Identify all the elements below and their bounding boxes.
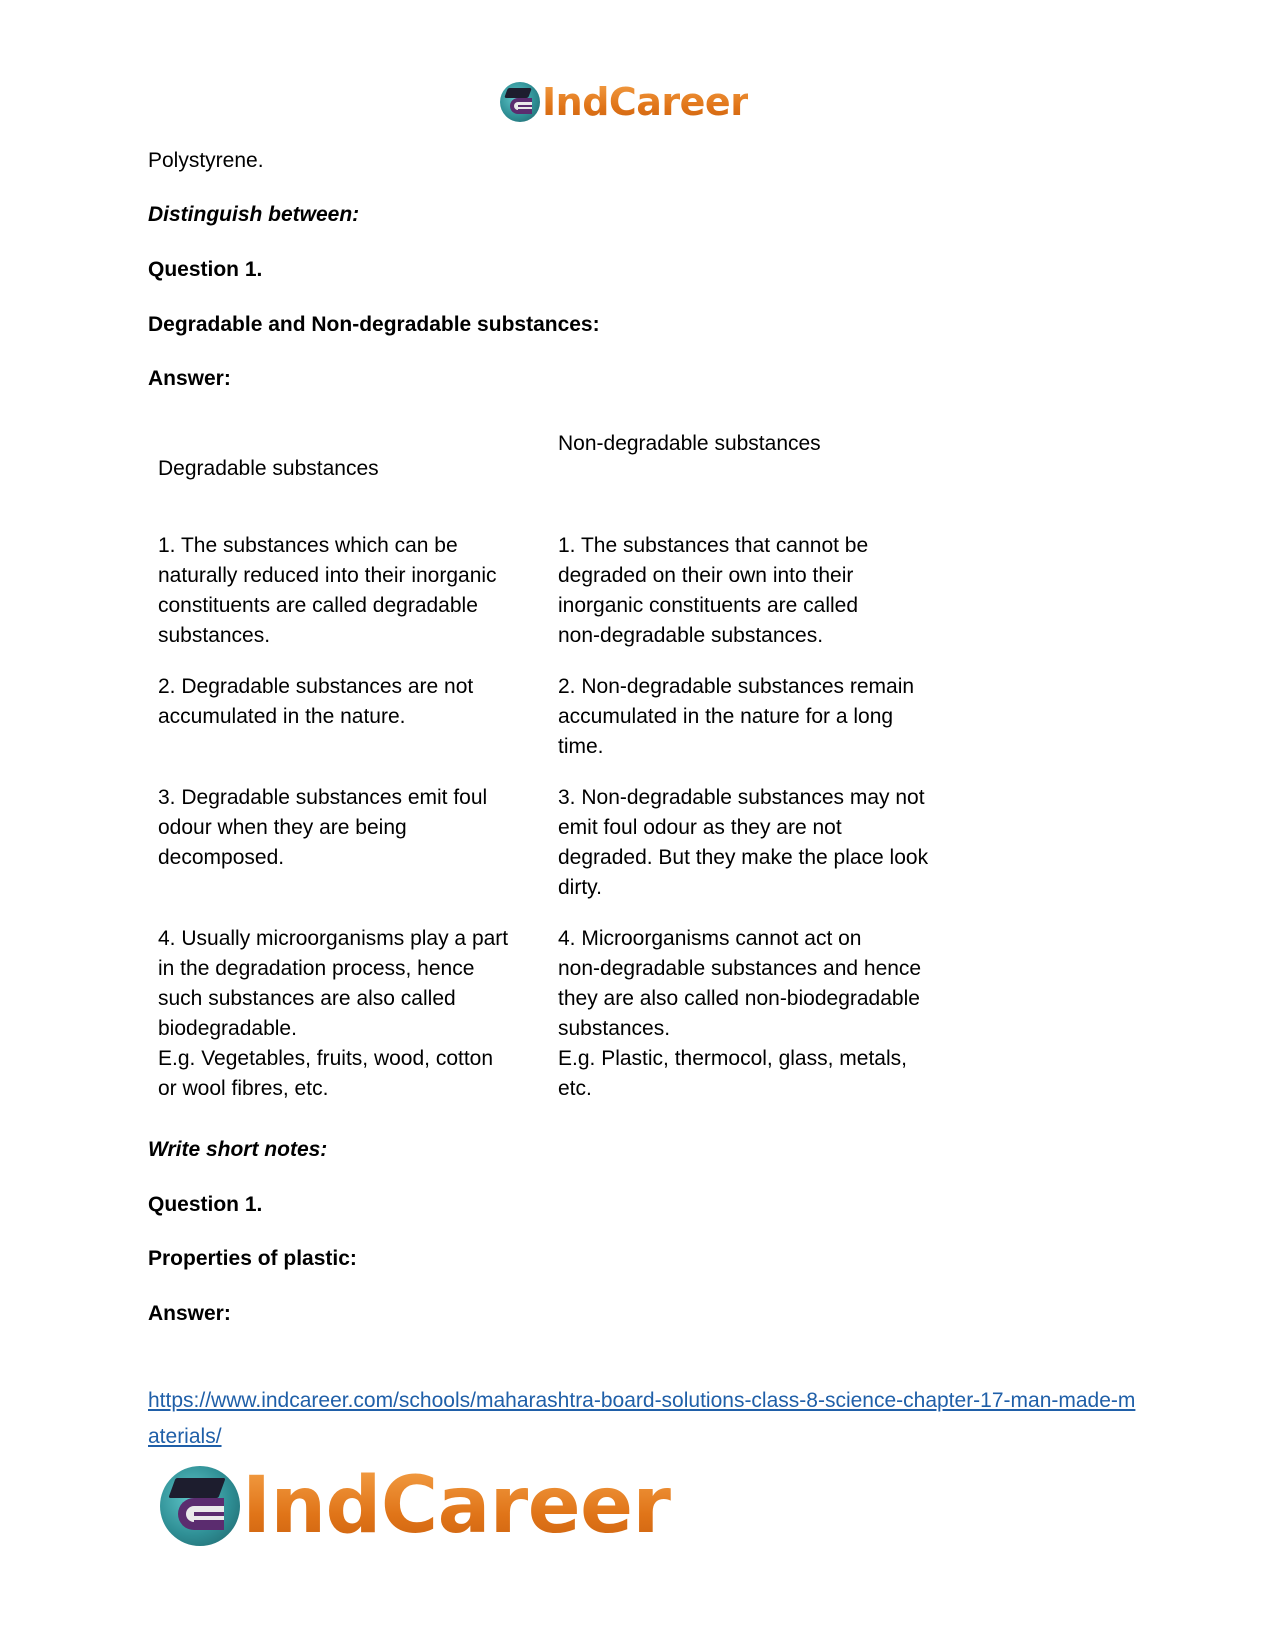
answer-2-label: Answer: [148,1302,231,1325]
question-1-label: Question 1. [148,258,263,281]
graduation-book-icon [500,82,540,122]
indcareer-logo-footer [160,1460,671,1552]
table-cell-degradable-1: 1. The substances which can be naturally reduced into their inorganic constituents are called degradable substances. [158,534,497,647]
distinguish-heading: Distinguish between: [148,203,360,226]
source-link[interactable]: https://www.indcareer.com/schools/maharashtra-board-solutions-class-8-science-chapter-17-man-made-materials/ [148,1389,1136,1448]
question-2-title: Properties of plastic: [148,1247,357,1270]
table-cell-degradable-3: 3. Degradable substances emit foul odour when they are being decomposed. [158,786,488,869]
question-1-title: Degradable and Non-degradable substances: [148,313,600,336]
logo-text: IndCareer [242,1461,671,1551]
answer-label: Answer: [148,367,231,390]
table-header-degradable: Degradable substances [158,457,379,480]
table-cell-non-degradable-2: 2. Non-degradable substances remain accumulated in the nature for a long time. [558,675,915,758]
question-2-label: Question 1. [148,1193,263,1216]
table-cell-non-degradable-4: 4. Microorganisms cannot act on non-degradable substances and hence they are also called non-biodegradable substances. E.g. Plastic, thermocol, glass, metals, etc. [558,927,922,1100]
table-header-non-degradable: Non-degradable substances [558,432,821,455]
logo-text: IndCareer [542,80,749,124]
short-notes-heading: Write short notes: [148,1138,328,1161]
table-cell-non-degradable-1: 1. The substances that cannot be degraded on their own into their inorganic constituents are called non-degradable substances. [558,534,869,647]
table-cell-non-degradable-3: 3. Non-degradable substances may not emit foul odour as they are not degraded. But they make the place look dirty. [558,786,929,899]
table-cell-degradable-2: 2. Degradable substances are not accumulated in the nature. [158,675,474,728]
indcareer-logo-header [500,78,748,126]
polystyrene-text: Polystyrene. [148,149,264,172]
table-cell-degradable-4: 4. Usually microorganisms play a part in the degradation process, hence such substances are also called biodegradable. E.g. Vegetables, fruits, wood, cotton or wool fibres, etc. [158,927,509,1100]
graduation-book-icon [160,1466,240,1546]
